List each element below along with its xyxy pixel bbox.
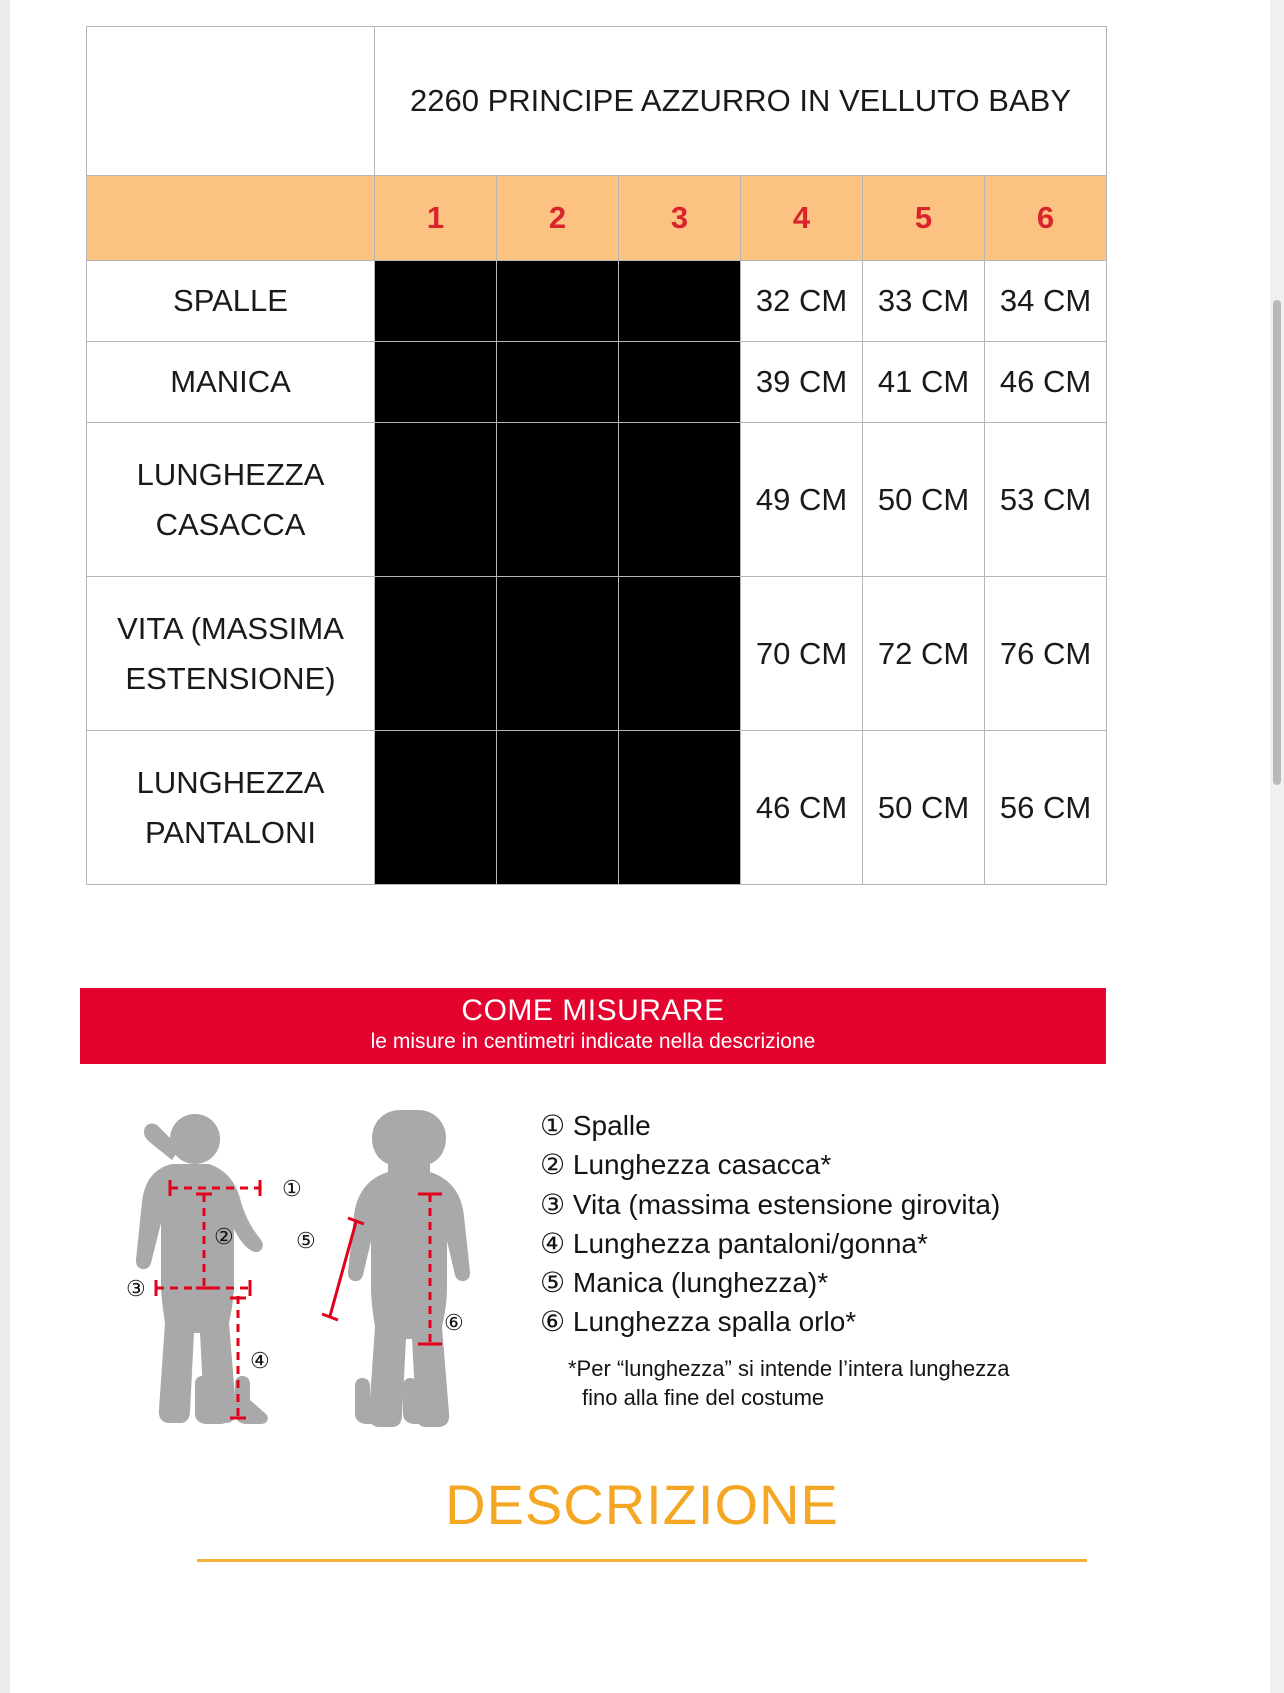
how-to-measure-block	[80, 988, 1106, 1454]
page-scrollbar-thumb[interactable]	[1273, 300, 1281, 785]
row-label-lunghezza-pantaloni: LUNGHEZZA PANTALONI	[87, 731, 375, 885]
size-header-5: 5	[863, 176, 985, 261]
table-row	[87, 423, 1107, 577]
figure-marker-4: ④	[250, 1348, 270, 1374]
cell-blacked-out	[619, 577, 741, 731]
size-header-2: 2	[497, 176, 619, 261]
legend-item-5: ⑤ Manica (lunghezza)*	[540, 1266, 829, 1298]
legend-item-6: ⑥ Lunghezza spalla orlo*	[540, 1306, 857, 1338]
size-header-6: 6	[985, 176, 1107, 261]
row-label-lunghezza-casacca: LUNGHEZZA CASACCA	[87, 423, 375, 577]
cell-blacked-out	[619, 731, 741, 885]
row-label-vita: VITA (MASSIMA ESTENSIONE)	[87, 577, 375, 731]
cell-value: 70 CM	[741, 577, 863, 731]
size-table-container	[86, 26, 1106, 885]
description-section	[0, 1472, 1284, 1562]
row-label-manica: MANICA	[87, 342, 375, 423]
cell-blacked-out	[375, 731, 497, 885]
row-label-spalle: SPALLE	[87, 261, 375, 342]
figure-marker-2: ②	[214, 1224, 234, 1250]
cell-value: 49 CM	[741, 423, 863, 577]
cell-blacked-out	[375, 261, 497, 342]
cell-value: 41 CM	[863, 342, 985, 423]
cell-value: 50 CM	[863, 731, 985, 885]
size-header-4: 4	[741, 176, 863, 261]
cell-value: 76 CM	[985, 577, 1107, 731]
cell-value: 39 CM	[741, 342, 863, 423]
size-table	[86, 26, 1107, 885]
cell-blacked-out	[497, 731, 619, 885]
cell-blacked-out	[497, 261, 619, 342]
page-left-edge	[0, 0, 10, 1693]
cell-blacked-out	[375, 342, 497, 423]
cell-value: 46 CM	[985, 342, 1107, 423]
cell-value: 33 CM	[863, 261, 985, 342]
figure-marker-5: ⑤	[296, 1228, 316, 1254]
legend-footnote-line1: *Per “lunghezza” si intende l’intera lunghezza	[568, 1356, 1010, 1382]
description-divider	[197, 1559, 1087, 1562]
cell-blacked-out	[497, 423, 619, 577]
table-title-row	[87, 27, 1107, 176]
size-header-1: 1	[375, 176, 497, 261]
description-heading: DESCRIZIONE	[445, 1473, 839, 1536]
legend-item-3: ③ Vita (massima estensione girovita)	[540, 1188, 1001, 1220]
header-corner-cell	[87, 176, 375, 261]
table-row	[87, 342, 1107, 423]
cell-value: 72 CM	[863, 577, 985, 731]
cell-blacked-out	[375, 423, 497, 577]
how-to-measure-title: COME MISURARE	[461, 994, 725, 1027]
table-header-row	[87, 176, 1107, 261]
cell-value: 32 CM	[741, 261, 863, 342]
cell-blacked-out	[497, 342, 619, 423]
legend-footnote-line2: fino alla fine del costume	[582, 1384, 825, 1410]
how-to-measure-banner	[80, 988, 1106, 1064]
measurement-legend	[540, 1106, 1100, 1412]
cell-value: 34 CM	[985, 261, 1107, 342]
cell-value: 56 CM	[985, 731, 1107, 885]
figure-marker-3: ③	[126, 1276, 146, 1302]
cell-blacked-out	[375, 577, 497, 731]
product-title: 2260 PRINCIPE AZZURRO IN VELLUTO BABY	[375, 27, 1107, 176]
legend-footnote	[540, 1355, 1100, 1412]
cell-blacked-out	[619, 261, 741, 342]
cell-blacked-out	[497, 577, 619, 731]
table-row	[87, 577, 1107, 731]
page-scrollbar-track[interactable]	[1270, 0, 1284, 1693]
legend-item-1: ① Spalle	[540, 1110, 651, 1142]
cell-blacked-out	[619, 342, 741, 423]
cell-value: 46 CM	[741, 731, 863, 885]
legend-item-4: ④ Lunghezza pantaloni/gonna*	[540, 1227, 928, 1259]
cell-value: 50 CM	[863, 423, 985, 577]
title-blank-cell	[87, 27, 375, 176]
legend-item-2: ② Lunghezza casacca*	[540, 1149, 832, 1181]
figure-marker-1: ①	[282, 1176, 302, 1202]
figure-marker-6: ⑥	[444, 1310, 464, 1336]
size-header-3: 3	[619, 176, 741, 261]
cell-value: 53 CM	[985, 423, 1107, 577]
table-row	[87, 731, 1107, 885]
table-row	[87, 261, 1107, 342]
cell-blacked-out	[619, 423, 741, 577]
measurement-figures-illustration	[100, 1076, 540, 1456]
how-to-measure-body	[80, 1064, 1106, 1454]
how-to-measure-subtitle: le misure in centimetri indicate nella descrizione	[370, 1030, 816, 1053]
